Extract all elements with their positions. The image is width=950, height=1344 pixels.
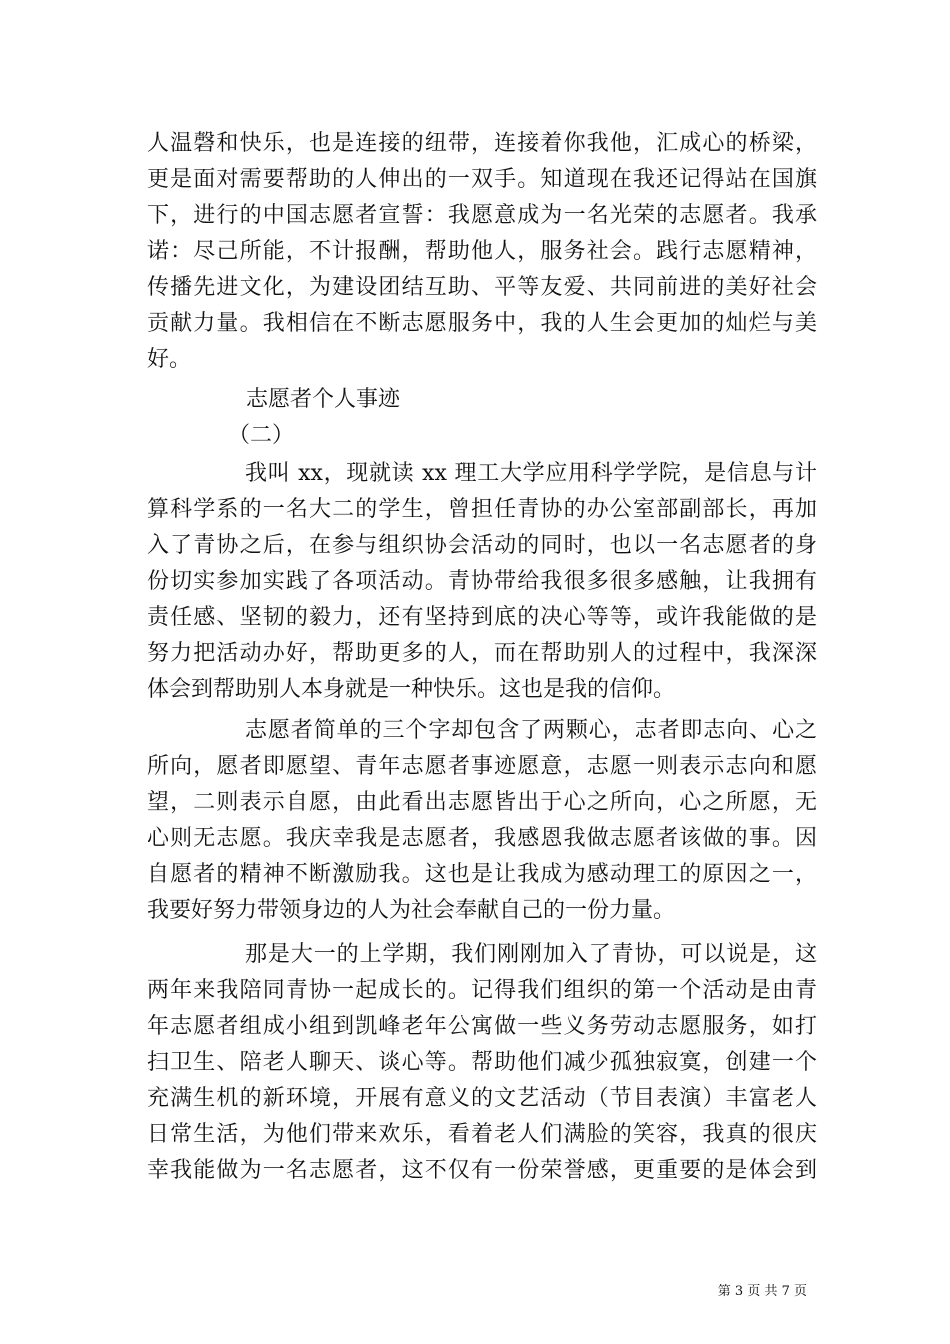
body-text-line: 日常生活，为他们带来欢乐，看着老人们满脸的笑容，我真的很庆 (147, 1122, 817, 1147)
body-text-line: 责任感、坚韧的毅力，还有坚持到底的决心等等，或许我能做的是 (147, 605, 817, 630)
page-number: 第 3 页 共 7 页 (717, 1284, 807, 1299)
section-title: 志愿者个人事迹 (246, 387, 401, 412)
body-text-line: 人温磬和快乐，也是连接的纽带，连接着你我他，汇成心的桥梁， (147, 131, 817, 156)
body-text-line: 贡献力量。我相信在不断志愿服务中，我的人生会更加的灿烂与美 (147, 311, 817, 336)
body-text-line: 志愿者简单的三个字却包含了两颗心，志者即志向、心之 (245, 718, 817, 743)
body-text-line: 算科学系的一名大二的学生，曾担任青协的办公室部副部长，再加 (147, 497, 817, 522)
body-text-line: 所向，愿者即愿望、青年志愿者事迹愿意，志愿一则表示志向和愿 (147, 754, 817, 779)
body-text-line: 幸我能做为一名志愿者，这不仅有一份荣誉感，更重要的是体会到 (147, 1158, 817, 1183)
section-subtitle: （二） (228, 423, 295, 448)
body-text-line: 心则无志愿。我庆幸我是志愿者，我感恩我做志愿者该做的事。因 (147, 826, 817, 851)
body-text-line: 份切实参加实践了各项活动。青协带给我很多很多感触，让我拥有 (147, 569, 817, 594)
body-text-line: 入了青协之后，在参与组织协会活动的同时，也以一名志愿者的身 (147, 533, 817, 558)
body-text-line: 诺：尽己所能，不计报酬，帮助他人，服务社会。践行志愿精神， (147, 239, 817, 264)
body-text-line: 自愿者的精神不断激励我。这也是让我成为感动理工的原因之一， (147, 862, 817, 887)
body-text-line: 体会到帮助别人本身就是一种快乐。这也是我的信仰。 (147, 677, 676, 702)
body-text-line: 努力把活动办好，帮助更多的人，而在帮助别人的过程中，我深深 (147, 641, 817, 666)
body-text-line: 我要好努力带领身边的人为社会奉献自己的一份力量。 (147, 898, 676, 923)
body-text-line: 好。 (147, 347, 192, 372)
body-text-line: 两年来我陪同青协一起成长的。记得我们组织的第一个活动是由青 (147, 978, 817, 1003)
body-text-line: 年志愿者组成小组到凯峰老年公寓做一些义务劳动志愿服务，如打 (147, 1014, 817, 1039)
body-text-line: 下，进行的中国志愿者宣誓：我愿意成为一名光荣的志愿者。我承 (147, 203, 817, 228)
body-text-line: 我叫 xx，现就读 xx 理工大学应用科学学院，是信息与计 (245, 461, 817, 486)
body-text-line: 传播先进文化，为建设团结互助、平等友爱、共同前进的美好社会 (147, 275, 817, 300)
body-text-line: 充满生机的新环境，开展有意义的文艺活动（节目表演）丰富老人 (147, 1086, 817, 1111)
body-text-line: 扫卫生、陪老人聊天、谈心等。帮助他们减少孤独寂寞，创建一个 (147, 1050, 817, 1075)
body-text-line: 更是面对需要帮助的人伸出的一双手。知道现在我还记得站在国旗 (147, 167, 817, 192)
body-text-line: 望，二则表示自愿，由此看出志愿皆出于心之所向，心之所愿，无 (147, 790, 817, 815)
body-text-line: 那是大一的上学期，我们刚刚加入了青协，可以说是，这 (245, 942, 817, 967)
